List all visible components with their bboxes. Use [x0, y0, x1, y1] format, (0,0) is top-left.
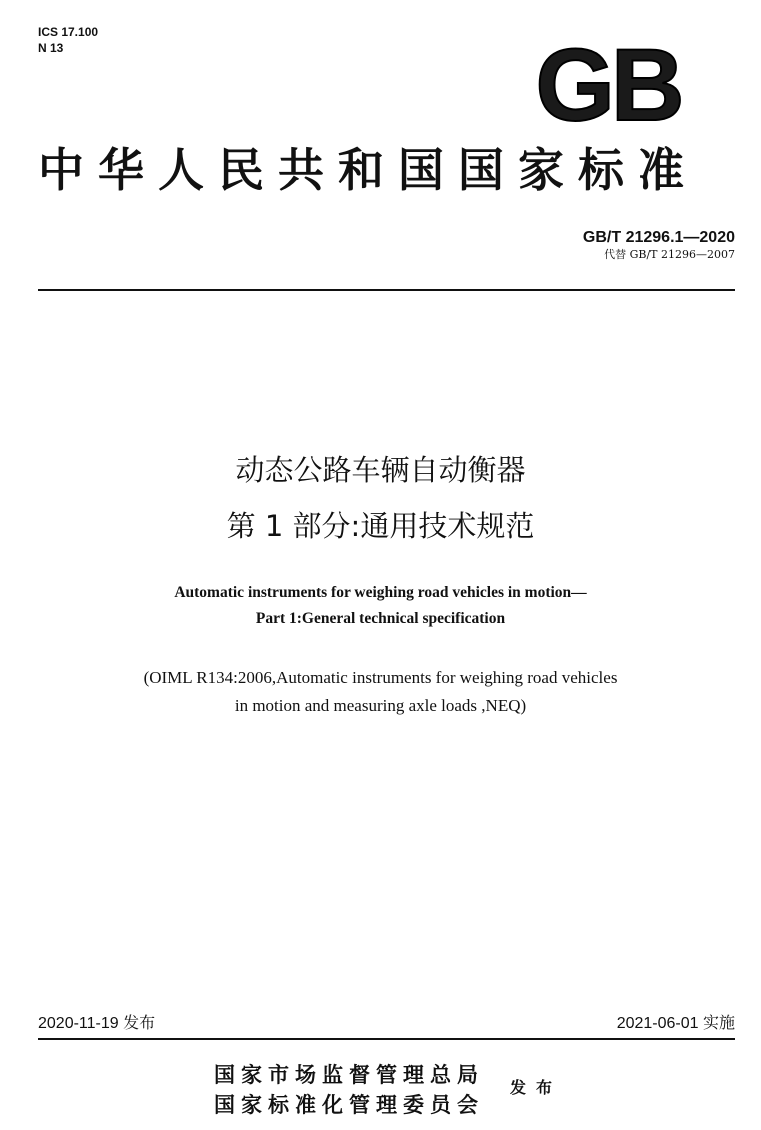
replaces-standard: 代替 GB/T 21296—2007	[604, 248, 735, 261]
chinese-title-line2: 第 1 部分:通用技术规范	[226, 509, 535, 543]
standard-number-block	[583, 228, 735, 262]
oiml-line2: in motion and measuring axle loads ,NEQ)	[234, 696, 527, 715]
english-title-line1: Automatic instruments for weighing road vehicles in motion—	[174, 584, 587, 601]
gb-logo-lettering: GB	[535, 36, 681, 128]
header-divider	[38, 289, 735, 291]
standard-number: GB/T 21296.1—2020	[582, 229, 735, 246]
publisher-sac: 国家标准化管理委员会	[214, 1093, 484, 1117]
oiml-line1: (OIML R134:2006,Automatic instruments for weighing road vehicles	[143, 668, 618, 687]
oiml-reference	[0, 664, 761, 720]
gb-logo	[518, 36, 698, 128]
ics-code: ICS 17.100	[38, 25, 99, 39]
ccs-code: N 13	[38, 41, 64, 55]
issue-date: 2020-11-19 发布	[38, 1015, 156, 1032]
publish-label: 发布	[510, 1078, 563, 1097]
publishers-block	[214, 1060, 484, 1120]
national-standard-title: 中华人民共和国国家标准	[38, 143, 698, 197]
chinese-title-line1: 动态公路车辆自动衡器	[235, 453, 526, 487]
footer-divider	[38, 1038, 735, 1040]
publisher-samr: 国家市场监督管理总局	[214, 1063, 484, 1087]
implementation-date: 2021-06-01 实施	[616, 1015, 735, 1032]
english-title	[0, 580, 761, 632]
classification-codes	[38, 24, 98, 56]
english-title-line2: Part 1:General technical specification	[255, 610, 506, 627]
